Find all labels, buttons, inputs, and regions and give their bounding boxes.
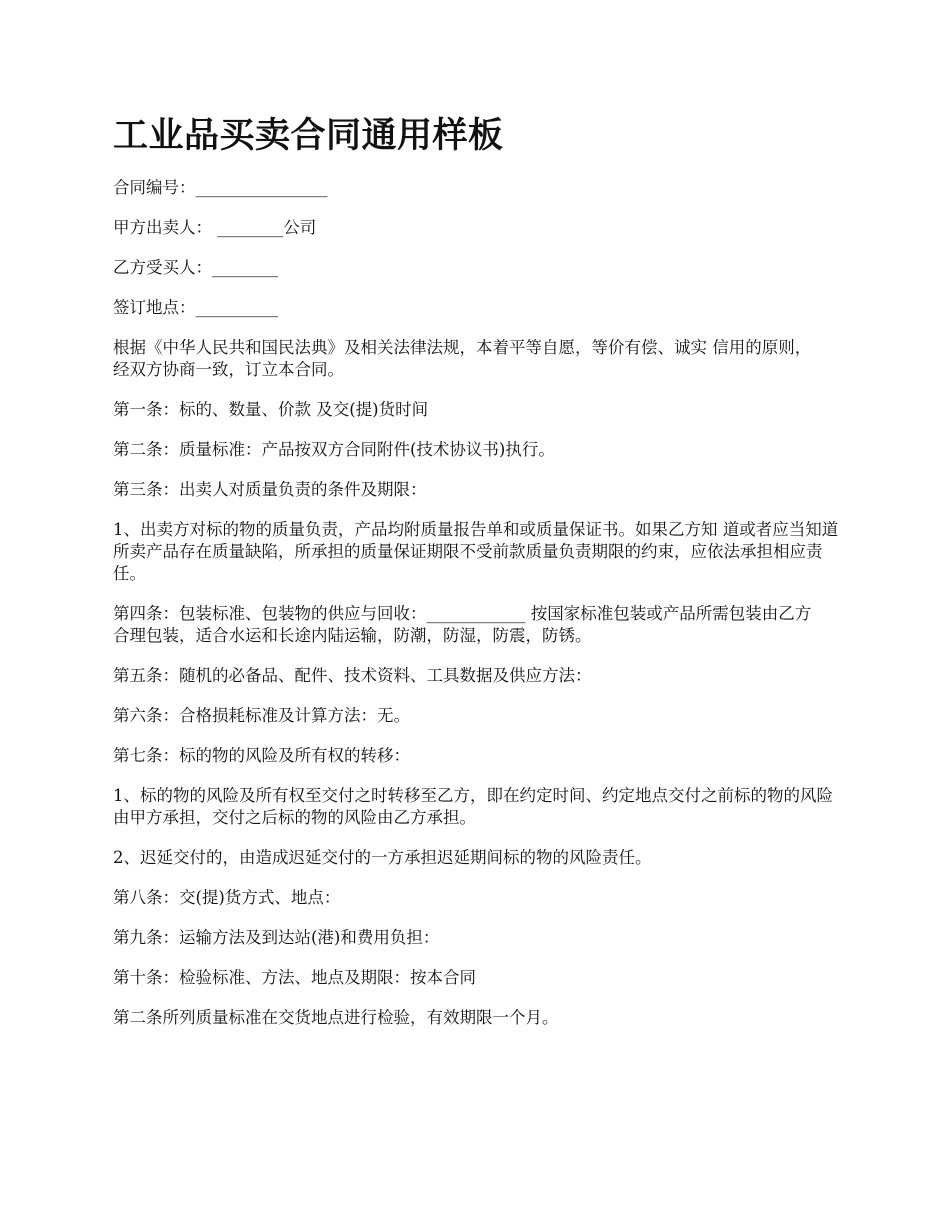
party-a-seller: 甲方出卖人： ________公司 — [113, 218, 317, 237]
preamble: 根据《中华人民共和国民法典》及相关法律法规，本着平等自愿，等价有偿、诚实 信用的原则，经双方协商一致，订立本合同。 — [113, 338, 812, 379]
article-3-clause-1: 1、出卖方对标的物的质量负责，产品均附质量报告单和或质量保证书。如果乙方知 道或者应当知道所卖产品存在质量缺陷，所承担的质量保证期限不受前款质量负责期限的约束，应依法承担相应责任。 — [113, 520, 839, 583]
signing-location: 签订地点：__________ — [113, 298, 278, 317]
article-10-continued: 第二条所列质量标准在交货地点进行检验，有效期限一个月。 — [113, 1008, 559, 1027]
article-4: 第四条：包装标准、包装物的供应与回收：____________ 按国家标准包装或产品所需包装由乙方合理包装，适合水运和长途内陆运输，防潮，防湿，防震，防锈。 — [113, 604, 812, 645]
article-5: 第五条：随机的必备品、配件、技术资料、工具数据及供应方法： — [113, 666, 592, 685]
document-title: 工业品买卖合同通用样板 — [113, 116, 504, 156]
party-b-buyer: 乙方受买人：________ — [113, 258, 278, 277]
article-7-clause-2: 2、迟延交付的，由造成迟延交付的一方承担迟延期间标的物的风险责任。 — [113, 848, 652, 867]
article-10: 第十条：检验标准、方法、地点及期限：按本合同 — [113, 968, 476, 987]
article-1: 第一条：标的、数量、价款 及交(提)货时间 — [113, 400, 429, 419]
article-6: 第六条：合格损耗标准及计算方法：无。 — [113, 706, 410, 725]
document-page — [113, 112, 853, 1047]
article-7: 第七条：标的物的风险及所有权的转移： — [113, 746, 410, 765]
article-3: 第三条：出卖人对质量负责的条件及期限： — [113, 480, 427, 499]
article-7-clause-1: 1、标的物的风险及所有权至交付之时转移至乙方，即在约定时间、约定地点交付之前标的物的风险由甲方承担，交付之后标的物的风险由乙方承担。 — [113, 786, 833, 827]
article-9: 第九条：运输方法及到达站(港)和费用负担： — [113, 928, 440, 947]
article-8: 第八条：交(提)货方式、地点： — [113, 888, 341, 907]
contract-number: 合同编号：________________ — [113, 178, 328, 197]
article-2: 第二条：质量标准：产品按双方合同附件(技术协议书)执行。 — [113, 440, 555, 459]
